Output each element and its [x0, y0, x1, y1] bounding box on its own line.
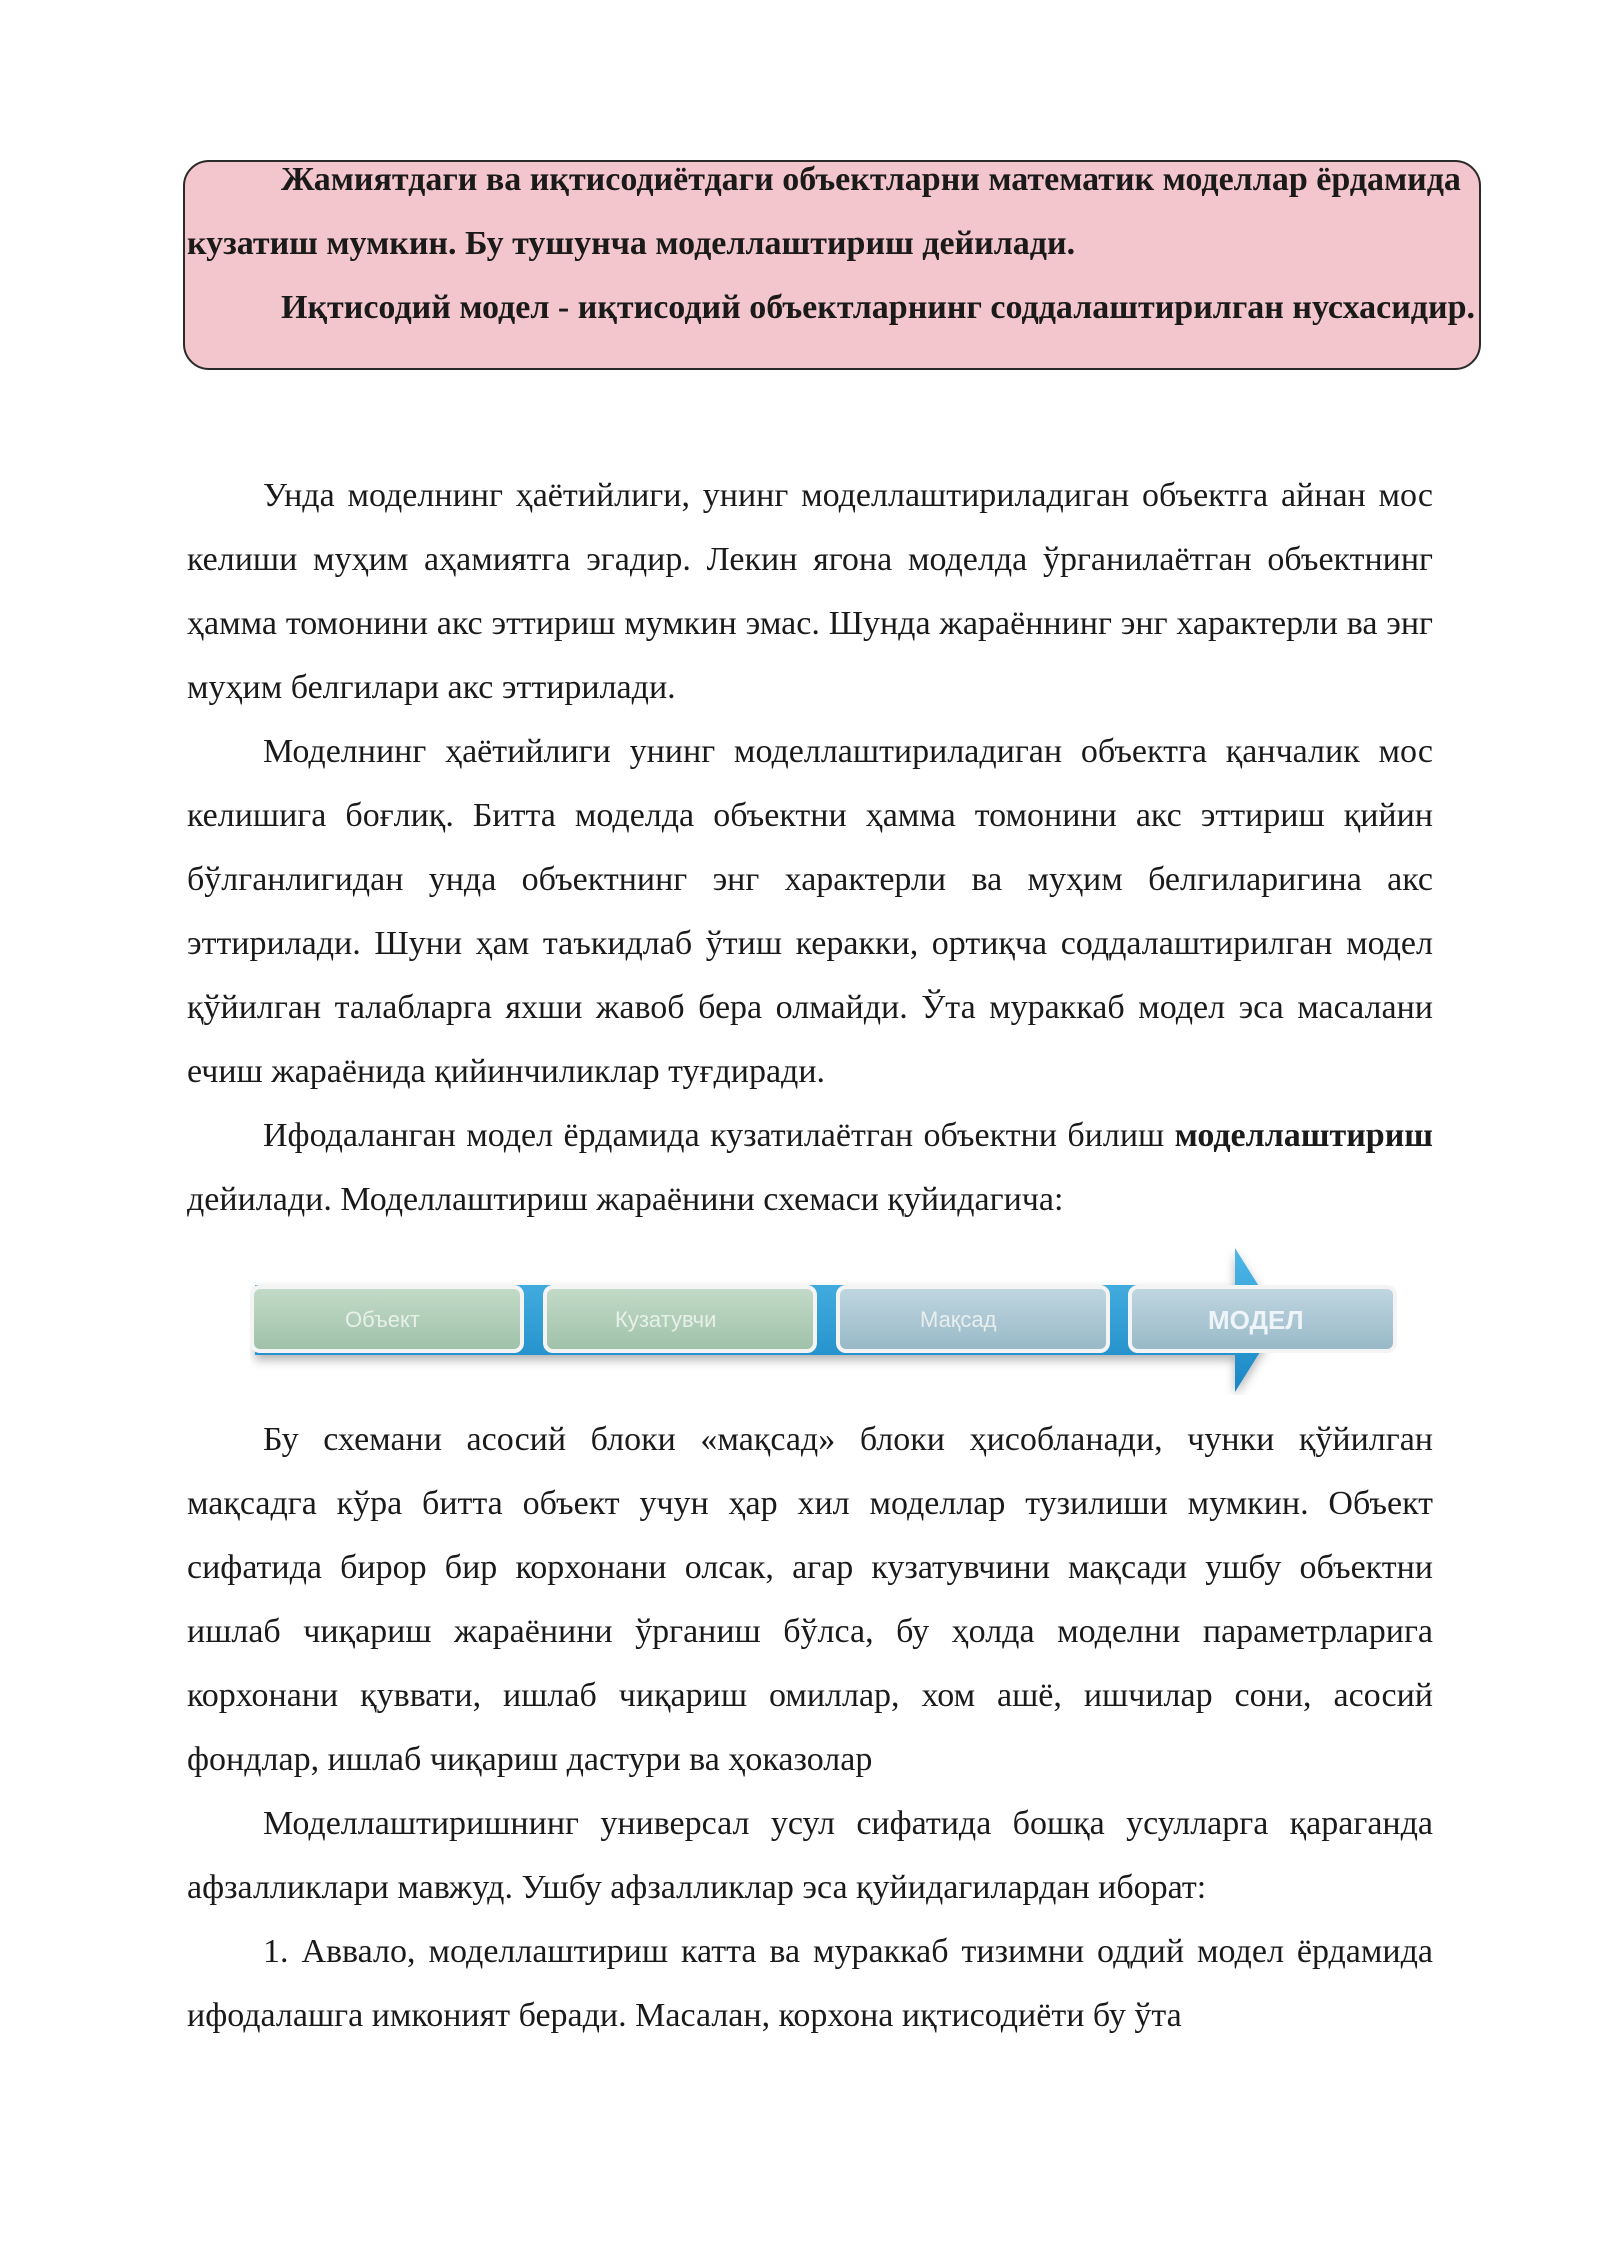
- modeling-process-diagram: [250, 1245, 1400, 1395]
- paragraph-5: Моделлаштиришнинг универсал усул сифатида бошқа усулларга қараганда афзалликлари мавжуд. Ушбу афзалликлар эса қуйидагилардан иборат:: [187, 1805, 1433, 1906]
- paragraph-3-end: дейилади. Моделлаштириш жараёнини схемаси қуйидагича:: [187, 1181, 1064, 1218]
- paragraph-1: Унда моделнинг ҳаётийлиги, унинг моделлаштириладиган объектга айнан мос келиши муҳим аҳамиятга эгадир. Лекин ягона моделда ўрганилаётган объектнинг ҳамма томонини акс эттириш мумкин эмас. Шунда жараённинг энг характерли ва энг муҳим белгилари акс эттирилади.: [187, 477, 1433, 706]
- definition-text: [187, 148, 1477, 340]
- body-section-1: [187, 464, 1433, 1232]
- paragraph-3-bold-term: моделлаштириш: [1174, 1117, 1433, 1154]
- body-section-2: [187, 1408, 1433, 2048]
- stage-kuzatuvchi-label: Кузатувчи: [615, 1307, 717, 1332]
- stage-objekt: [252, 1287, 522, 1351]
- stage-objekt-label: Объект: [345, 1307, 420, 1332]
- paragraph-6: 1. Аввало, моделлаштириш катта ва мураккаб тизимни оддий модел ёрдамида ифодалашга имконият беради. Масалан, корхона иқтисодиёти бу ўта: [187, 1933, 1433, 2034]
- paragraph-4: Бу схемани асосий блоки «мақсад» блоки ҳисобланади, чунки қўйилган мақсадга кўра битта объект учун ҳар хил моделлар тузилиши мумкин. Объект сифатида бирор бир корхонани олсак, агар кузатувчини мақсади ушбу объектни ишлаб чиқариш жараёнини ўрганиш бўлса, бу ҳолда моделни параметрларига корхонани қуввати, ишлаб чиқариш омиллар, хом ашё, ишчилар сони, асосий фондлар, ишлаб чиқариш дастури ва ҳоказолар: [187, 1421, 1433, 1778]
- paragraph-2: Моделнинг ҳаётийлиги унинг моделлаштириладиган объектга қанчалик мос келишига боғлиқ. Битта моделда объектни ҳамма томонини акс эттириш қийин бўлганлигидан унда объектнинг энг характерли ва муҳим белгиларигина акс эттирилади. Шуни ҳам таъкидлаб ўтиш керакки, ортиқча соддалаштирилган модел қўйилган талабларга яхши жавоб бера олмайди. Ўта мураккаб модел эса масалани ечиш жараёнида қийинчиликлар туғдиради.: [187, 733, 1433, 1090]
- stage-maqsad-label: Мақсад: [920, 1307, 997, 1332]
- stage-model-label: МОДЕЛ: [1208, 1305, 1304, 1335]
- stage-kuzatuvchi: [545, 1287, 815, 1351]
- stage-maqsad: [838, 1287, 1108, 1351]
- paragraph-3: [187, 1104, 1433, 1232]
- paragraph-3-start: Ифодаланган модел ёрдамида кузатилаётган объектни билиш: [263, 1117, 1175, 1154]
- stage-model: [1130, 1287, 1395, 1351]
- definition-paragraph-2: Иқтисодий модел - иқтисодий объектларнинг соддалаштирилган нусхасидир.: [281, 289, 1476, 326]
- definition-paragraph-1: Жамиятдаги ва иқтисодиётдаги объектларни математик моделлар ёрдамида кузатиш мумкин. Бу тушунча моделлаштириш дейилади.: [187, 161, 1461, 262]
